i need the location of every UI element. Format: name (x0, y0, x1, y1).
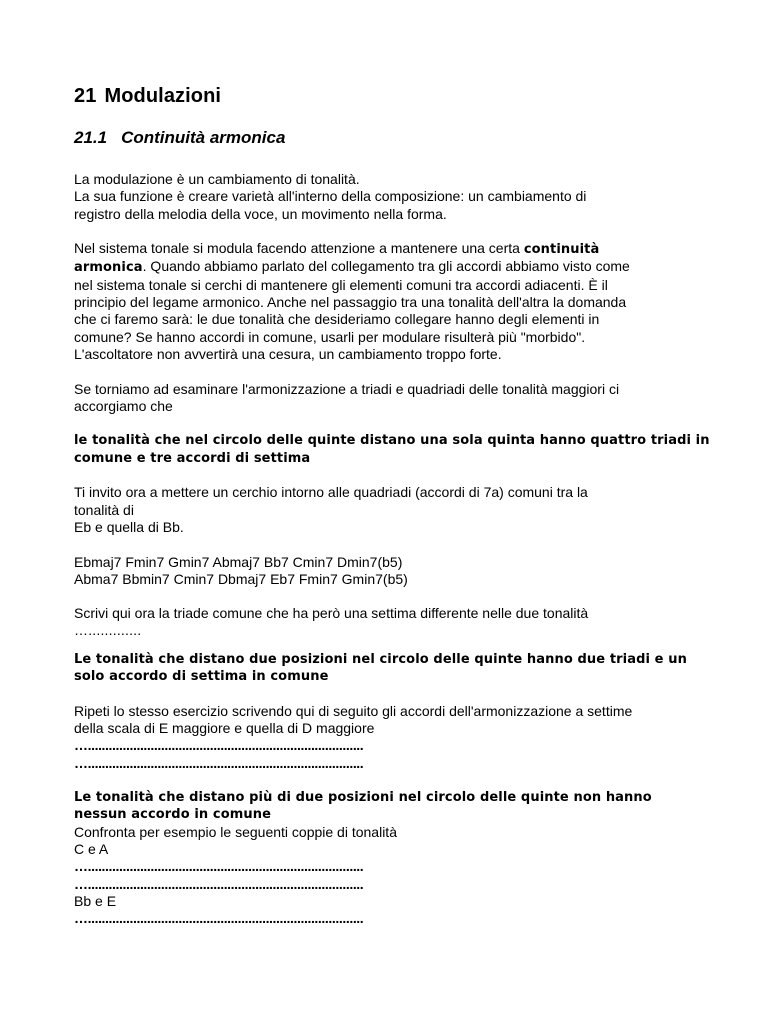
section-heading (74, 128, 714, 148)
continuity-paragraph (74, 240, 714, 363)
spacer (74, 467, 714, 484)
intro-line-1: La modulazione è un cambiamento di tonalità. (74, 171, 360, 187)
harmonization-line-1: Se torniamo ad esaminare l'armonizzazione a triadi e quadriadi delle tonalità maggiori ci (74, 380, 620, 397)
chapter-heading (74, 84, 714, 108)
continuity-line-4: principio del legame armonico. Anche nel passaggio tra una tonalità dell'altra la domanda (74, 294, 627, 311)
compare-paragraph (74, 824, 714, 928)
chord-lists (74, 554, 714, 589)
key-pair-c-a: C e A (74, 840, 109, 857)
common-triad-line-1: Scrivi qui ora la triade comune che ha però una settima differente nelle due tonalità (74, 605, 589, 622)
answer-blank[interactable]: …............................................................................... (74, 858, 364, 875)
rule-two-line-1: Le tonalità che distano due posizioni nel circolo delle quinte hanno due triadi e un (74, 651, 687, 667)
repeat-exercise-paragraph (74, 703, 714, 772)
continuity-bold-term: continuità (523, 242, 600, 258)
exercise-line-3: Eb e quella di Bb. (74, 518, 184, 535)
answer-blank[interactable]: …............. (74, 621, 142, 638)
spacer (74, 637, 714, 651)
harmonization-paragraph (74, 381, 714, 416)
rule-one-line-2: comune e tre accordi di settima (74, 450, 311, 466)
rule-one-line-1: le tonalità che nel circolo delle quinte distano una sola quinta hanno quattro triadi in (74, 433, 710, 449)
exercise-line-2: tonalità di (74, 501, 134, 518)
spacer (74, 772, 714, 789)
spacer (74, 415, 714, 432)
section-number: 21.1 (74, 128, 108, 147)
exercise-line-1: Ti invito ora a mettere un cerchio intorno alle quadriadi (accordi di 7a) comuni tra la (74, 484, 588, 501)
common-triad-prompt (74, 605, 714, 636)
harmonization-line-2: accorgiamo che (74, 397, 173, 414)
section-title: Continuità armonica (121, 128, 286, 147)
rule-three-line-2: nessun accordo in comune (74, 807, 272, 823)
key-pair-bb-e: Bb e E (74, 892, 117, 909)
rule-three-line-1: Le tonalità che distano più di due posizioni nel circolo delle quinte non hanno (74, 790, 652, 806)
repeat-exercise-line-2: della scala di E maggiore e quella di D maggiore (74, 719, 375, 736)
spacer (74, 363, 714, 380)
intro-paragraph (74, 171, 714, 223)
spacer (74, 536, 714, 553)
spacer (74, 588, 714, 605)
continuity-line-3: nel sistema tonale si cerchi di mantenere gli elementi comuni tra accordi adiacenti. È il (74, 276, 608, 293)
chords-bb-major: Abma7 Bbmin7 Cmin7 Dbmaj7 Eb7 Fmin7 Gmin7(b5) (74, 570, 408, 587)
answer-blank[interactable]: …............................................................................... (74, 910, 364, 927)
intro-line-2: La sua funzione è creare varietà all'interno della composizione: un cambiamento di (74, 188, 587, 205)
intro-line-3: registro della melodia della voce, un movimento nella forma. (74, 205, 447, 222)
repeat-exercise-line-1: Ripeti lo stesso esercizio scrivendo qui di seguito gli accordi dell'armonizzazione a settime (74, 702, 633, 719)
continuity-text: Nel sistema tonale si modula facendo attenzione a mantenere una certa (74, 240, 524, 257)
rule-one-fifth (74, 432, 714, 467)
rule-more-positions (74, 789, 714, 824)
exercise-instructions (74, 484, 714, 536)
chapter-title: Modulazioni (104, 85, 222, 107)
rule-two-positions (74, 651, 714, 686)
continuity-line-5: che ci faremo sarà: le due tonalità che desideriamo collegare hanno degli elementi in (74, 311, 600, 328)
answer-blank[interactable]: …............................................................................... (74, 754, 364, 771)
chords-eb-major: Ebmaj7 Fmin7 Gmin7 Abmaj7 Bb7 Cmin7 Dmin7(b5) (74, 553, 403, 570)
answer-blank[interactable]: …............................................................................... (74, 737, 364, 754)
compare-line-1: Confronta per esempio le seguenti coppie di tonalità (74, 823, 397, 840)
continuity-line-6: comune? Se hanno accordi in comune, usarli per modulare risulterà più "morbido". (74, 328, 586, 345)
armonica-bold-term: armonica (74, 260, 143, 276)
continuity-line-2 (74, 258, 714, 276)
chapter-number: 21 (74, 85, 97, 107)
spacer (74, 685, 714, 702)
document-page (74, 84, 714, 927)
continuity-line-1 (74, 240, 714, 258)
rule-two-line-2: solo accordo di settima in comune (74, 669, 329, 685)
answer-blank[interactable]: …............................................................................... (74, 875, 364, 892)
continuity-text: . Quando abbiamo parlato del collegamento tra gli accordi abbiamo visto come (142, 258, 630, 275)
spacer (74, 223, 714, 240)
continuity-line-7: L'ascoltatore non avvertirà una cesura, un cambiamento troppo forte. (74, 345, 502, 362)
